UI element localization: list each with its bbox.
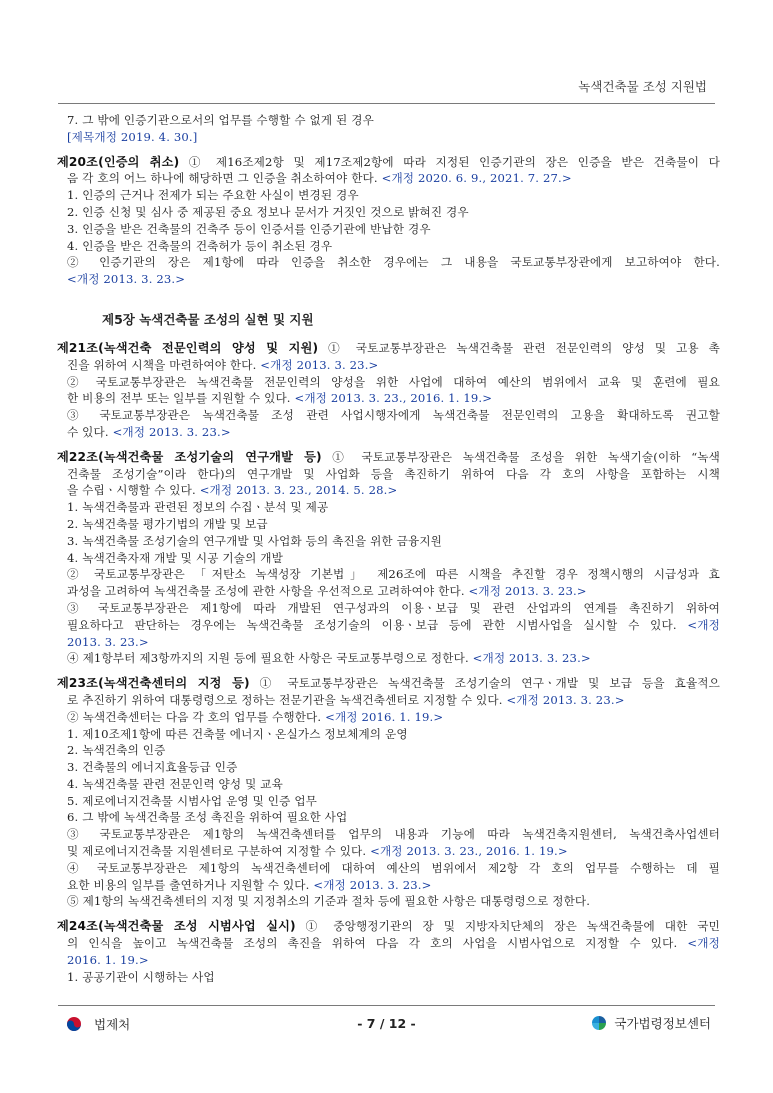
text-line <box>57 843 720 860</box>
text-line <box>57 466 720 483</box>
text-line <box>57 449 720 466</box>
chapter-heading <box>57 312 720 328</box>
line-text: 로 추진하기 위하여 대통령령으로 정하는 전문기관을 녹색건축센터로 지정할 수 있다. <box>67 692 507 707</box>
line-text: 4. 녹색건축자재 개발 및 시공 기술의 개발 <box>67 550 283 565</box>
text-line <box>57 650 720 667</box>
text-line <box>57 793 720 810</box>
text-line <box>57 860 720 877</box>
line-text: 의 인식을 높이고 녹색건축물 조성의 촉진을 위하여 다음 각 호의 사업을 시범사업으로 지정할 수 있다. <box>67 936 688 951</box>
text-line <box>57 357 720 374</box>
amendment-note: 2013. 3. 23.> <box>67 634 149 649</box>
line-text: 3. 건축물의 에너지효율등급 인증 <box>67 760 238 775</box>
law-center-logo-icon <box>589 1013 609 1033</box>
text-line <box>57 566 720 583</box>
line-text: 3. 녹색건축물 조성기술의 연구개발 및 사업화 등의 촉진을 위한 금융지원 <box>67 533 443 548</box>
line-text: ③ 국토교통부장관은 녹색건축물 조성 관련 사업시행자에게 녹색건축물 전문인력의 고용을 확대하도록 권고할 <box>67 408 720 423</box>
amendment-note: <개정 2013. 3. 23.> <box>313 877 432 892</box>
text-line <box>57 826 720 843</box>
line-text: 1. 제10조제1항에 따른 건축물 에너지ㆍ온실가스 정보체계의 운영 <box>67 726 408 741</box>
page-number: - 7 / 12 - <box>357 1016 416 1031</box>
text-line <box>57 550 720 567</box>
article-title: 제23조(녹색건축센터의 지정 등) <box>57 676 250 691</box>
amendment-note: <개정 2013. 3. 23.> <box>260 357 379 372</box>
amendment-note: <개정 2013. 3. 23., 2016. 1. 19.> <box>370 844 568 859</box>
line-text: 요한 비용의 일부를 출연하거나 지원할 수 있다. <box>67 877 314 892</box>
line-text: 을 수립ㆍ시행할 수 있다. <box>67 483 200 498</box>
line-text: ④ 국토교통부장관은 제1항의 녹색건축센터에 대하여 예산의 범위에서 제2항 각 호의 업무를 수행하는 데 필 <box>67 860 720 875</box>
line-text: 2. 녹색건축물 평가기법의 개발 및 보급 <box>67 516 268 531</box>
running-header: 녹색건축물 조성 지원법 <box>578 79 707 94</box>
text-line <box>57 893 720 910</box>
line-text: 및 제로에너지건축물 지원센터로 구분하여 지정할 수 있다. <box>67 844 371 859</box>
header-divider <box>58 103 715 104</box>
line-text: 음 각 호의 어느 하나에 해당하면 그 인증을 취소하여야 한다. <box>67 171 382 186</box>
document-body <box>57 112 720 985</box>
line-text: ② 인증기관의 장은 제1항에 따라 인증을 취소한 경우에는 그 내용을 국토교통부장관에게 보고하여야 한다. <box>67 255 720 270</box>
article-title: 제21조(녹색건축 전문인력의 양성 및 지원) <box>57 340 319 355</box>
line-text: ③ 국토교통부장관은 제1항의 녹색건축센터를 업무의 내용과 기능에 따라 녹색건축지원센터, 녹색건축사업센터 <box>67 827 720 842</box>
text-line <box>57 969 720 986</box>
text-line <box>57 533 720 550</box>
line-text: 진을 위하여 시책을 마련하여야 한다. <box>67 357 261 372</box>
text-line <box>57 254 720 271</box>
line-text: 과성을 고려하여 녹색건축물 조성에 관한 사항을 우선적으로 고려하여야 한다. <box>67 584 469 599</box>
line-text: 1. 녹색건축물과 관련된 정보의 수집ㆍ분석 및 제공 <box>67 500 329 515</box>
text-line <box>57 340 720 357</box>
line-text: ① 국토교통부장관은 녹색건축물 조성을 위한 녹색기술(이하 “녹색 <box>321 449 720 464</box>
line-text: 1. 인증의 근거나 전제가 되는 주요한 사실이 변경된 경우 <box>67 188 359 203</box>
line-text: ① 제16조제2항 및 제17조제2항에 따라 지정된 인증기관의 장은 인증을 받은 건축물이 다 <box>179 154 720 169</box>
text-line <box>57 154 720 171</box>
text-line <box>57 187 720 204</box>
text-line <box>57 935 720 952</box>
amendment-note: <개정 2013. 3. 23.> <box>468 584 587 599</box>
text-line <box>57 759 720 776</box>
line-text: 5. 제로에너지건축물 시범사업 운영 및 인증 업무 <box>67 793 318 808</box>
line-text: 6. 그 밖에 녹색건축물 조성 촉진을 위하여 필요한 사업 <box>67 810 348 825</box>
amendment-note: <개정 2013. 3. 23.> <box>67 272 186 287</box>
text-line <box>57 516 720 533</box>
text-line <box>57 170 720 187</box>
amendment-note: <개정 2013. 3. 23.> <box>112 424 231 439</box>
line-text: 4. 인증을 받은 건축물의 건축허가 등이 취소된 경우 <box>67 238 333 253</box>
text-line <box>57 709 720 726</box>
line-text: ⑤ 제1항의 녹색건축센터의 지정 및 지정취소의 기준과 절차 등에 필요한 사항은 대통령령으로 정한다. <box>67 894 591 909</box>
line-text: 필요하다고 판단하는 경우에는 녹색건축물 조성기술의 이용ㆍ보급 등에 관한 시범사업을 실시할 수 있다. <box>67 617 688 632</box>
text-line <box>57 877 720 894</box>
article-title: 제24조(녹색건축물 조성 시범사업 실시) <box>57 919 296 934</box>
line-text: ② 국토교통부장관은 「저탄소 녹색성장 기본법」 제26조에 따른 시책을 추진할 경우 정책시행의 시급성과 효 <box>67 567 720 582</box>
line-text: 4. 녹색건축물 관련 전문인력 양성 및 교육 <box>67 776 283 791</box>
line-text: 1. 공공기관이 시행하는 사업 <box>67 969 215 984</box>
amendment-note: <개정 2020. 6. 9., 2021. 7. 27.> <box>381 171 572 186</box>
text-line <box>57 617 720 634</box>
footer-publisher: 법제처 <box>94 1017 131 1032</box>
text-line <box>57 129 720 146</box>
text-line <box>57 952 720 969</box>
line-text: 제5장 녹색건축물 조성의 실현 및 지원 <box>102 311 314 327</box>
text-line <box>57 424 720 441</box>
amendment-note: <개정 2013. 3. 23.> <box>472 651 591 666</box>
line-text: ② 녹색건축센터는 다음 각 호의 업무를 수행한다. <box>67 709 326 724</box>
line-text: ① 중앙행정기관의 장 및 지방자치단체의 장은 녹색건축물에 대한 국민 <box>295 919 720 934</box>
text-line <box>57 742 720 759</box>
article-title: 제22조(녹색건축물 조성기술의 연구개발 등) <box>57 449 322 464</box>
text-line <box>57 918 720 935</box>
text-line <box>57 238 720 255</box>
amendment-note: <개정 2013. 3. 23., 2016. 1. 19.> <box>294 391 493 406</box>
line-text: ③ 국토교통부장관은 제1항에 따라 개발된 연구성과의 이용ㆍ보급 및 관련 산업과의 연계를 촉진하기 위하여 <box>67 600 720 615</box>
text-line <box>57 271 720 288</box>
line-text: 수 있다. <box>67 424 113 439</box>
amendment-note: 2016. 1. 19.> <box>67 952 149 967</box>
amendment-note: <개정 <box>687 936 720 951</box>
text-line <box>57 407 720 424</box>
footer-divider <box>58 1005 715 1006</box>
amendment-note: <개정 2013. 3. 23., 2014. 5. 28.> <box>199 483 398 498</box>
text-line <box>57 675 720 692</box>
line-text: ② 국토교통부장관은 녹색건축물 전문인력의 양성을 위한 사업에 대하여 예산의 범위에서 교육 및 훈련에 필요 <box>67 374 720 389</box>
text-line <box>57 204 720 221</box>
article-title: 제20조(인증의 취소) <box>57 154 180 169</box>
text-line <box>57 374 720 391</box>
line-text: 3. 인증을 받은 건축물의 건축주 등이 인증서를 인증기관에 반납한 경우 <box>67 221 431 236</box>
line-text: 건축물 조성기술”이라 한다)의 연구개발 및 사업화 등을 촉진하기 위하여 다음 각 호의 사항을 포함하는 시책 <box>67 466 720 481</box>
line-text: ① 국토교통부장관은 녹색건축물 조성기술의 연구ㆍ개발 및 보급 등을 효율적으 <box>249 676 720 691</box>
text-line <box>57 600 720 617</box>
text-line <box>57 221 720 238</box>
text-line <box>57 482 720 499</box>
amendment-note: <개정 <box>687 617 720 632</box>
text-line <box>57 390 720 407</box>
line-text: 7. 그 밖에 인증기관으로서의 업무를 수행할 수 없게 된 경우 <box>67 113 374 127</box>
footer-source: 국가법령정보센터 <box>614 1016 711 1031</box>
amendment-note: <개정 2016. 1. 19.> <box>325 709 444 724</box>
text-line <box>57 726 720 743</box>
text-line <box>57 634 720 651</box>
footer-right <box>589 1013 711 1033</box>
line-text: ④ 제1항부터 제3항까지의 지원 등에 필요한 사항은 국토교통부령으로 정한다. <box>67 651 473 666</box>
line-text: 2. 인증 신청 및 심사 중 제공된 중요 정보나 문서가 거짓인 것으로 밝혀진 경우 <box>67 204 469 219</box>
text-line <box>57 112 720 129</box>
amendment-note: <개정 2013. 3. 23.> <box>506 692 625 707</box>
line-text: 한 비용의 전부 또는 일부를 지원할 수 있다. <box>67 391 295 406</box>
text-line <box>57 692 720 709</box>
line-text: ① 국토교통부장관은 녹색건축물 관련 전문인력의 양성 및 고용 촉 <box>318 340 720 355</box>
text-line <box>57 583 720 600</box>
text-line <box>57 776 720 793</box>
text-line <box>57 499 720 516</box>
amendment-note: [제목개정 2019. 4. 30.] <box>67 129 198 144</box>
line-text: 2. 녹색건축의 인증 <box>67 743 166 758</box>
text-line <box>57 809 720 826</box>
